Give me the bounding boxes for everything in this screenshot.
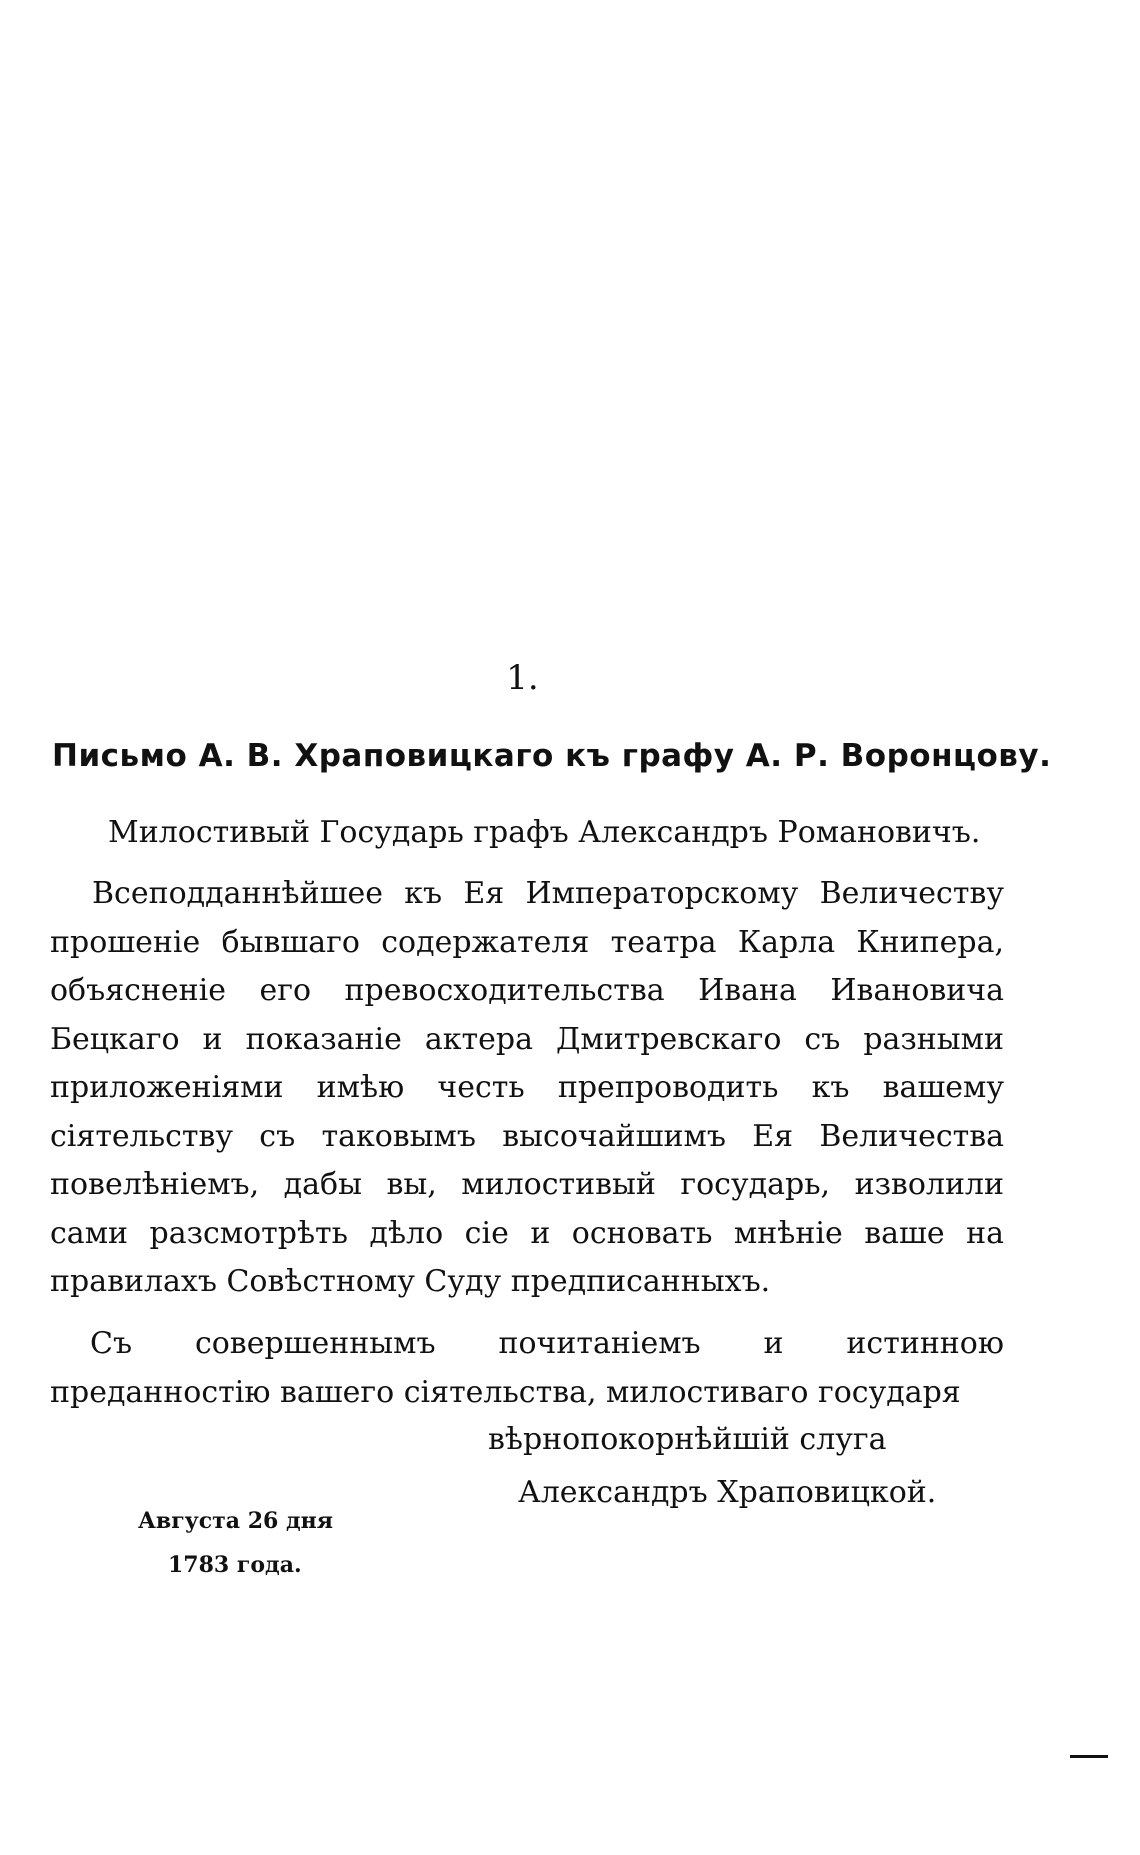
salutation: Милостивый Государь графъ Александръ Романовичъ. [108, 815, 981, 850]
letter-body: Всеподданнѣйшее къ Ея Императорскому Величеству прошеніе бывшаго содержателя театра Карла Книпера, объясненіе его превосходительства Ивана Ивановича Бецкаго и показаніе актера Дмитревскаго съ разными приложеніями имѣю честь препроводить къ вашему сіятельству съ таковымъ высочайшимъ Ея Величества повелѣніемъ, дабы вы, милостивый государь, изволили сами разсмотрѣть дѣло сіе и основать мнѣніе ваше на правилахъ Совѣстному Суду предписанныхъ. [50, 876, 1004, 1299]
date-day: Августа 26 дня [138, 1508, 334, 1534]
section-number: 1. [506, 658, 539, 698]
margin-dash [1070, 1755, 1108, 1758]
signature-closing: вѣрнопокорнѣйшій слуга [488, 1422, 887, 1457]
closing-phrase: Съ совершеннымъ почитаніемъ и истинною преданностію вашего сіятельства, милостиваго государя [50, 1326, 1004, 1410]
letter-title: Письмо А. В. Храповицкаго къ графу А. Р. Воронцову. [52, 738, 1052, 774]
signature-name: Александръ Храповицкой. [518, 1475, 937, 1510]
date-year: 1783 года. [168, 1552, 302, 1578]
